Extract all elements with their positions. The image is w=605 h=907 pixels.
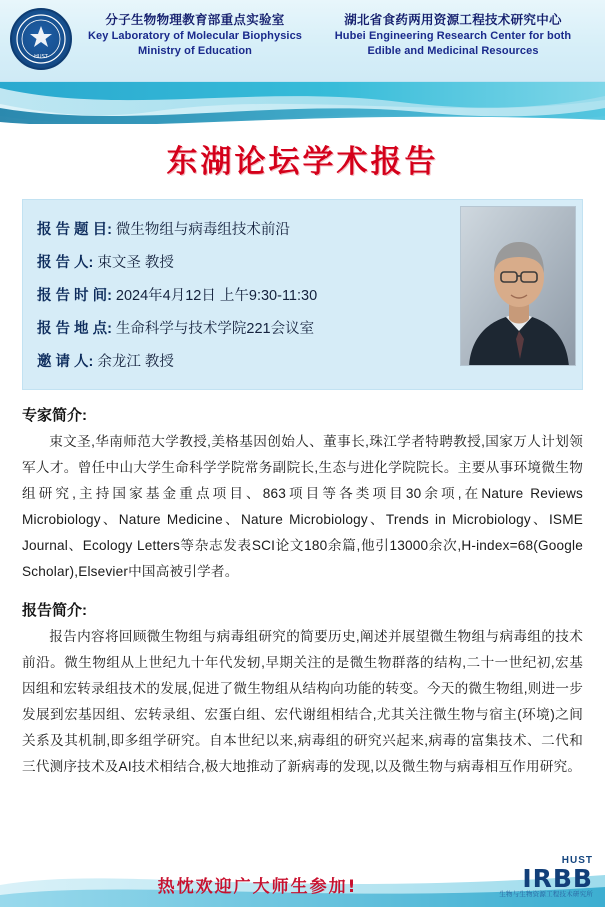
footer-slogan: 热忱欢迎广大师生参加!	[157, 877, 358, 897]
irbb-logo-sub: 生物与生物资源工程技术研究所	[499, 891, 593, 898]
info-label-speaker: 报 告 人:	[37, 255, 94, 271]
lecture-info-box	[22, 199, 583, 390]
section-title-abstract: 报告简介:	[22, 602, 87, 619]
section-title-expert: 专家简介:	[22, 407, 87, 424]
lecture-info-list	[23, 200, 423, 389]
header-right-cn: 湖北省食药两用资源工程技术研究中心	[344, 13, 562, 27]
irbb-logo-main: IRBB	[522, 864, 593, 893]
speaker-portrait	[460, 206, 576, 366]
header-right-center	[318, 12, 588, 59]
header-left-en2: Ministry of Education	[138, 45, 252, 57]
info-value-time: 2024年4月12日 上午9:30-11:30	[115, 288, 318, 304]
poster-body	[0, 124, 605, 907]
info-value-location: 生命科学与技术学院221会议室	[115, 321, 315, 337]
info-row-host	[37, 346, 423, 379]
header-right-en2: Edible and Medicinal Resources	[367, 45, 539, 57]
header-left-lab	[80, 12, 310, 59]
poster-footer	[0, 845, 605, 907]
header-right-en1: Hubei Engineering Research Center for both	[334, 30, 572, 42]
irbb-logo-hust: HUST	[561, 855, 593, 866]
poster-header	[0, 0, 605, 82]
info-row-topic	[37, 214, 423, 247]
info-row-speaker	[37, 247, 423, 280]
info-label-time: 报 告 时 间:	[37, 288, 112, 304]
section-body-expert: 束文圣,华南师范大学教授,美格基因创始人、董事长,珠江学者特聘教授,国家万人计划领军人才。曾任中山大学生命科学学院常务副院长,生态与进化学院院长。主要从事环境微生物组研究,主持国家基金重点项目、863项目等各类项目30余项,在Nature Reviews Microbiology、Nature Medicine、Nature Microbiology、Trends in Microbiology、ISME Journal、Ecology Letters等杂志发表SCI论文180余篇,他引13000余次,H-index=68(Google Scholar),Elsevier中国高被引学者。	[22, 434, 583, 579]
info-value-topic: 微生物组与病毒组技术前沿	[115, 222, 290, 238]
section-body-abstract: 报告内容将回顾微生物组与病毒组研究的简要历史,阐述并展望微生物组与病毒组的技术前沿。微生物组从上世纪九十年代发轫,早期关注的是微生物群落的结构,二十一世纪初,宏基因组和宏转录组技术的发展,促进了微生物组从结构向功能的转变。今天的微生物组,则进一步发展到宏基因组、宏转录组、宏蛋白组、宏代谢组相结合,尤其关注微生物与宿主(环境)之间关系及其机制,即多组学研究。自本世纪以来,病毒组的研究兴起来,病毒的富集技术、二代和三代测序技术及AI技术相结合,极大地推动了新病毒的发现,以及微生物与病毒相互作用研究。	[22, 629, 583, 774]
svg-text:HUST: HUST	[34, 54, 48, 60]
section-expert-intro	[22, 404, 583, 585]
header-left-cn: 分子生物物理教育部重点实验室	[105, 13, 285, 27]
info-label-location: 报 告 地 点:	[37, 321, 112, 337]
info-row-location	[37, 313, 423, 346]
university-seal-icon	[10, 8, 72, 70]
decorative-wave-banner	[0, 82, 605, 130]
irbb-logo	[499, 855, 593, 899]
page-title: 东湖论坛学术报告	[166, 144, 439, 180]
info-row-time	[37, 280, 423, 313]
info-label-topic: 报 告 题 目:	[37, 222, 112, 238]
info-value-speaker: 束文圣 教授	[97, 255, 174, 271]
header-left-en1: Key Laboratory of Molecular Biophysics	[87, 30, 303, 42]
info-label-host: 邀 请 人:	[37, 354, 94, 370]
info-value-host: 余龙江 教授	[97, 354, 174, 370]
section-lecture-abstract	[22, 599, 583, 780]
